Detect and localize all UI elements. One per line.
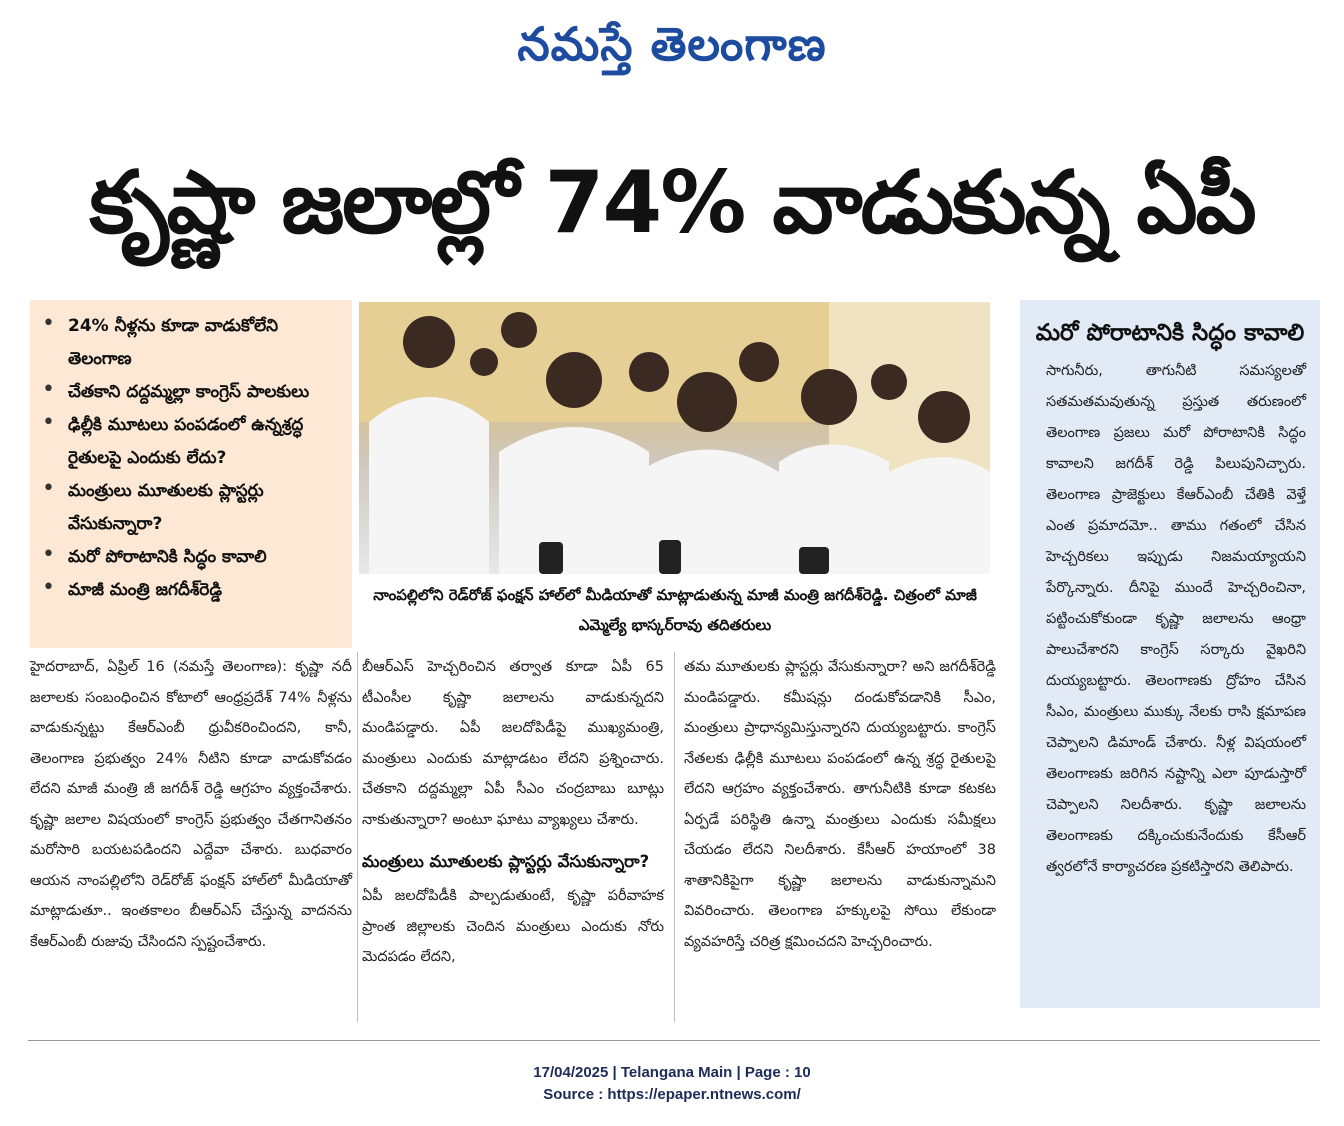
column-subheading: మంత్రులు మూతులకు ప్లాస్టర్లు వేసుకున్నారా? xyxy=(362,852,650,871)
article-column-2 xyxy=(362,652,664,973)
column-divider xyxy=(674,652,675,1022)
newspaper-masthead: నమస్తే తెలంగాణ xyxy=(517,17,827,71)
highlights-box xyxy=(30,300,352,648)
sidebar-title: మరో పోరాటానికి సిద్ధం కావాలి xyxy=(1035,320,1305,346)
press-meet-illustration xyxy=(359,302,990,574)
highlight-item: • 24% నీళ్లను కూడా వాడుకోలేని తెలంగాణ xyxy=(42,311,279,369)
footer-edition-info: 17/04/2025 | Telangana Main | Page : 10 xyxy=(533,1064,811,1081)
sidebar-box xyxy=(1020,300,1320,1008)
highlight-item: • మంత్రులు మూతులకు ప్లాస్టర్లు వేసుకున్నారా? xyxy=(42,476,264,534)
bullet-icon: • xyxy=(42,311,55,336)
highlight-item: • ఢిల్లీకి మూటలు పంపడంలో ఉన్నశ్రద్ధ రైతులపై ఎందుకు లేదు? xyxy=(42,410,304,468)
column-divider xyxy=(357,652,358,1022)
headline: కృష్ణా జలాల్లో 74% వాడుకున్న ఏపీ xyxy=(89,153,1255,253)
highlight-item: • మరో పోరాటానికి సిద్ధం కావాలి xyxy=(42,542,267,567)
footer-source-link[interactable]: Source : https://epaper.ntnews.com/ xyxy=(543,1086,801,1103)
bullet-icon: • xyxy=(42,377,55,402)
sidebar-body: సాగునీరు, తాగునీటి సమస్యలతో సతమతమవుతున్న ప్రస్తుత తరుణంలో తెలంగాణ ప్రజలు మరో పోరాటానికి సిద్ధం కావాలని జగదీశ్ రెడ్డి పిలుపునిచ్చారు. తెలంగాణ ప్రాజెక్టులు కేఆర్‌ఎంబీ చేతికి వెళ్తే ఎంత ప్రమాదమో.. తాము గతంలో చేసిన హెచ్చరికలు ఇప్పుడు నిజమయ్యాయని పేర్కొన్నారు. దీనిపై ముందే హెచ్చరించినా, పట్టించుకోకుండా కృష్ణా జలాలను ఆంధ్రా పాలుచేశారని కాంగ్రెస్ సర్కారు వైఖరిని దుయ్యబట్టారు. తెలంగాణకు ద్రోహం చేసిన సీఎం, మంత్రులు ముక్కు నేలకు రాసి క్షమాపణ చెప్పాలని డిమాండ్ చేశారు. నీళ్ల విషయంలో తెలంగాణకు జరిగిన నష్టాన్ని ఎలా పూడుస్తారో చెప్పాలని నిలదీశారు. కృష్ణా జలాలను తెలంగాణకు దక్కించుకునేందుకు కేసీఆర్ త్వరలోనే కార్యాచరణ ప్రకటిస్తారని తెలిపారు. xyxy=(1046,363,1306,875)
footer-divider xyxy=(28,1040,1320,1041)
news-photo xyxy=(359,302,990,574)
bullet-icon: • xyxy=(42,476,55,501)
article-column-3: తమ మూతులకు ప్లాస్టర్లు వేసుకున్నారా? అని జగదీశ్‌రెడ్డి మండిపడ్డారు. కమీషన్లు దండుకోవడానికి సీఎం, మంత్రులు ప్రాధాన్యమిస్తున్నారని దుయ్యబట్టారు. కాంగ్రెస్ నేతలకు ఢిల్లీకి మూటలు పంపడంలో ఉన్న శ్రద్ధ రైతులపై లేదని ఆగ్రహం వ్యక్తంచేశారు. తాగునీటికి కూడా కటకట ఏర్పడే పరిస్థితి ఉన్నా మంత్రులు ఎందుకు సమీక్షలు చేయడం లేదని నిలదీశారు. కేసీఆర్ హయాంలో 38 శాతానికిపైగా కృష్ణా జలాలను వాడుకున్నామని వివరించారు. తెలంగాణ హక్కులపై సోయి లేకుండా వ్యవహరిస్తే చరిత్ర క్షమించదని హెచ్చరించారు. xyxy=(684,659,996,950)
column-2-text-continued: ఏపీ జలదోపిడీకి పాల్పడుతుంటే, కృష్ణా పరీవాహక ప్రాంత జిల్లాలకు చెందిన మంత్రులు ఎందుకు నోరు మెదపడం లేదని, xyxy=(362,888,664,965)
column-2-text: బీఆర్‌ఎస్ హెచ్చరించిన తర్వాత కూడా ఏపీ 65 టీఎంసీల కృష్ణా జలాలను వాడుకున్నదని మండిపడ్డారు. ఏపీ జలదోపిడీపై ముఖ్యమంత్రి, మంత్రులు ఎందుకు మాట్లాడటం లేదని ప్రశ్నించారు. చేతకాని దద్దమ్మల్లా ఏపీ సీఎం చంద్రబాబు బూట్లు నాకుతున్నారా? అంటూ ఘాటు వ్యాఖ్యలు చేశారు. xyxy=(362,659,664,828)
bullet-icon: • xyxy=(42,410,55,435)
highlight-item: • మాజీ మంత్రి జగదీశ్‌రెడ్డి xyxy=(42,575,222,600)
highlight-item: • చేతకాని దద్దమ్మల్లా కాంగ్రెస్ పాలకులు xyxy=(42,377,310,402)
bullet-icon: • xyxy=(42,575,55,600)
bullet-icon: • xyxy=(42,542,55,567)
article-column-1: హైదరాబాద్, ఏప్రిల్ 16 (నమస్తే తెలంగాణ): కృష్ణా నదీ జలాలకు సంబంధించిన కోటాలో ఆంధ్రప్రదేశ్ 74% నీళ్లను వాడుకున్నట్టు కేఆర్‌ఎంబీ ధ్రువీకరించిందని, కానీ, తెలంగాణ ప్రభుత్వం 24% నీటిని కూడా వాడుకోవడం లేదని మాజీ మంత్రి జీ జగదీశ్ రెడ్డి ఆగ్రహం వ్యక్తంచేశారు. కృష్ణా జలాల విషయంలో కాంగ్రెస్ ప్రభుత్వం చేతగానితనం మరోసారి బయటపడిందని ఎద్దేవా చేశారు. బుధవారం ఆయన నాంపల్లిలోని రెడ్‌రోజ్ ఫంక్షన్ హాల్‌లో మీడియాతో మాట్లాడుతూ.. ఇంతకాలం బీఆర్‌ఎస్ చేస్తున్న వాదనను కేఆర్‌ఎంబీ రుజువు చేసిందని స్పష్టంచేశారు. xyxy=(30,659,352,950)
page-footer xyxy=(0,1062,1344,1106)
photo-caption: నాంపల్లిలోని రెడ్‌రోజ్ ఫంక్షన్ హాల్‌లో మీడియాతో మాట్లాడుతున్న మాజీ మంత్రి జగదీశ్‌రెడ్డి. చిత్రంలో మాజీ ఎమ్మెల్యే భాస్కర్‌రావు తదితరులు xyxy=(373,586,977,634)
